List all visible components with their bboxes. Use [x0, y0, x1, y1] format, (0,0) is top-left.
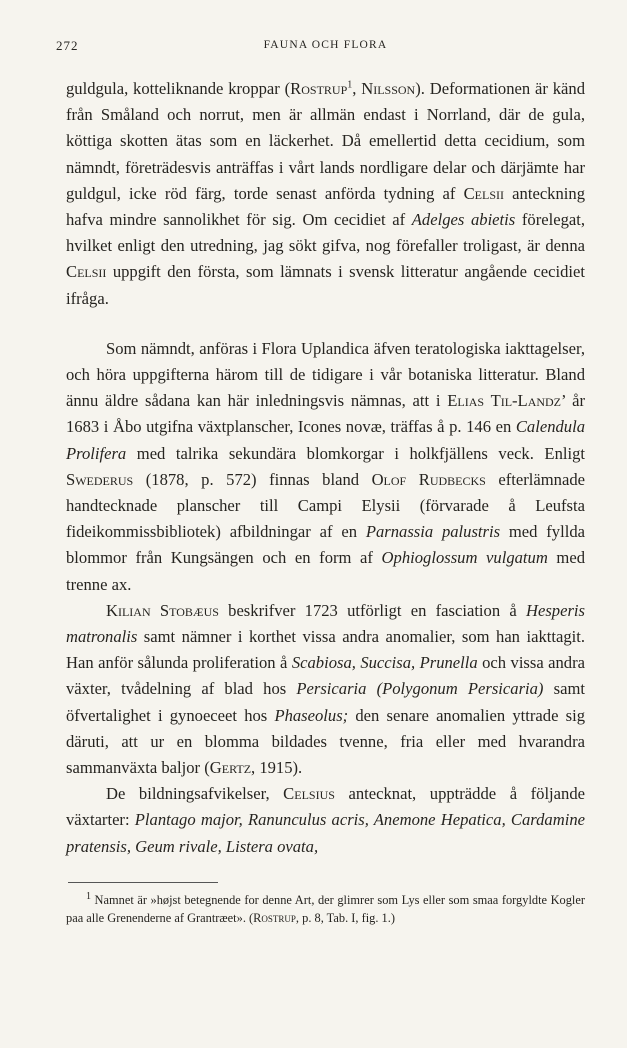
text-run: Namnet är »højst betegnende for denne Art, der glimrer som Lys eller som smaa forgyldte Kogler paa alle Grenenderne af Grantræet». ( [66, 892, 585, 925]
text-run: efterlämnade handtecknade planscher till Campi Elysii (förvarade å Leufsta fideikommissbibliotek) afbildningar af en [66, 469, 585, 542]
text-run: De bildningsafvikelser, [106, 784, 284, 804]
italic-run: Scabiosa, Succisa, Prunella [291, 653, 478, 673]
text-run: med fyllda blommor från Kungsängen och en form af [66, 522, 585, 568]
footnote [66, 891, 585, 927]
paragraph [66, 781, 585, 860]
text-run: samt öfvertalighet i gynoeceet hos [66, 679, 585, 725]
running-head: FAUNA OCH FLORA [263, 39, 388, 51]
text-run: med talrika sekundära blomkorgar i holkfjällens veck. Enligt [126, 443, 585, 463]
italic-run: Adelges abietis [411, 210, 516, 230]
footnote-marker: 1 [86, 890, 91, 902]
text-run: beskrifver 1723 utförligt en fasciation å [218, 600, 526, 620]
body-text [66, 76, 585, 860]
text-run: förelegat, hvilket enligt den utredning, jag sökt gifva, nog förefaller troligast, är denna [66, 210, 585, 256]
text-run: och vissa andra växter, tvådelning af blad hos [66, 653, 585, 699]
text-run: guldgula, kotteliknande kroppar ( [66, 79, 291, 98]
small-caps-run: Gertz [209, 758, 252, 778]
italic-run: Hesperis matronalis [66, 600, 585, 647]
italic-run: Plantago major, Ranunculus acris, Anemone Hepatica, Cardamine pratensis, Geum rivale, Listera ovata, [66, 810, 585, 856]
small-caps-run: Kilian Stobæus [106, 600, 219, 620]
text-run: antecknat, uppträdde å följande växtarter: [66, 784, 585, 830]
text-run: uppgift den första, som lämnats i svensk litteratur angående cecidiet ifråga. [66, 262, 585, 308]
text-run: (1878, p. 572) finnas bland [133, 469, 372, 489]
text-run: ). Deformationen är känd från Småland och norrut, men är allmän endast i Norrland, där de gula, köttiga skotten ätas som en läckerhet. Då emellertid detta cecidium, som nämndt, företrädesvis anträffas i vårt lands nordligare delar och därjämte har guldgul, icke röd färg, torde senast anförda tydning af [66, 79, 585, 203]
italic-run: Ophioglossum vulgatum [381, 548, 548, 568]
text-run: , [352, 79, 362, 98]
small-caps-run: Celsii [66, 262, 107, 282]
text-run: , 1915). [251, 758, 303, 778]
text-run: Som nämndt, anföras i Flora Uplandica äfven teratologiska iakttagelser, och höra uppgifterna härom till de tidigare i vår botaniska litteratur. Bland ännu äldre sådana kan här inledningsvis nämnas, att i [66, 338, 585, 411]
italic-run: Persicaria (Polygonum Persicaria) [296, 679, 544, 699]
paragraph [66, 76, 585, 312]
text-run: med trenne ax. [66, 548, 585, 594]
italic-run: Phaseolus; [274, 705, 349, 725]
footnote-marker: 1 [347, 79, 353, 91]
small-caps-run: Elias Til-Landz [447, 391, 562, 411]
page-number: 272 [56, 38, 79, 53]
small-caps-run: Rostrup [290, 79, 348, 98]
small-caps-run: Celsius [283, 784, 335, 804]
paragraph [66, 336, 585, 598]
small-caps-run: Celsii [463, 183, 505, 203]
italic-run: Parnassia palustris [365, 522, 501, 542]
small-caps-run: Olof Rudbecks [371, 469, 486, 489]
footnote-divider [68, 882, 218, 883]
text-run: ’ år 1683 i Åbo utgifna växtplanscher, Icones novæ, träffas å p. 146 en [66, 391, 585, 437]
paragraph [66, 598, 585, 781]
small-caps-run: Rostrup [253, 910, 296, 925]
page-header [56, 38, 585, 60]
small-caps-run: Swederus [66, 469, 134, 489]
text-run: anteckning hafva mindre sannolikhet för sig. Om cecidiet af [66, 183, 585, 230]
text-run: den senare anomalien yttrade sig däruti, att ur en blomma bildades tvenne, fria eller med hvarandra sammanväxta baljor ( [66, 705, 585, 778]
text-run: , p. 8, Tab. I, fig. 1.) [295, 910, 395, 925]
small-caps-run: Nilsson [361, 79, 416, 98]
italic-run: Calendula Prolifera [66, 417, 585, 463]
text-run: samt nämner i korthet vissa andra anomalier, som han iakttagit. Han anför sålunda proliferation å [66, 627, 585, 673]
